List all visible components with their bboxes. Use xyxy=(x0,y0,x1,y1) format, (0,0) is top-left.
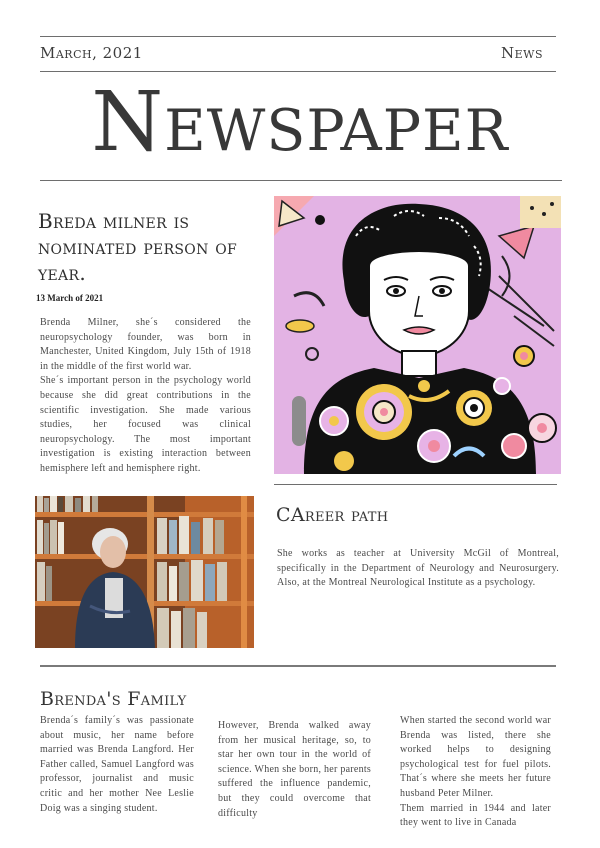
photo-image xyxy=(35,496,254,648)
career-title: CAreer path xyxy=(276,504,389,526)
issue-date: March, 2021 xyxy=(40,44,143,62)
masthead-rule xyxy=(40,180,562,181)
lead-paragraph-1: Brenda Milner, she´s considered the neuropsychology founder, was born in Manchester, United Kingdom, July 15th of 1918 in the middle of the first world war. xyxy=(40,317,251,372)
family-column-3-paragraph-2: Them married in 1944 and later they went to live in Canada xyxy=(400,802,551,829)
lead-paragraph-2: She´s important person in the psychology world because she did great contributions in the scientific investigation. She made various studies, her focused was clinical neuropsychology. The most important investigation is existing interaction between hemisphere left and hemisphere right. xyxy=(40,375,251,474)
section-divider-1 xyxy=(274,484,557,485)
masthead-title: Newspaper xyxy=(91,75,509,170)
family-column-3 xyxy=(400,714,551,831)
family-column-2: However, Brenda walked away from her musical heritage, so, to star her own tour in the world of science. When she born, her parents suffered the influence pandemic, but they could overcome that difficulty xyxy=(218,720,371,819)
section-divider-2 xyxy=(40,665,556,667)
section-label: News xyxy=(501,44,543,62)
lead-date: 13 March of 2021 xyxy=(36,293,104,303)
header-bottom-rule xyxy=(40,71,556,72)
portrait-illustration xyxy=(274,196,561,474)
portrait-art xyxy=(274,196,561,474)
family-column-1: Brenda´s family´s was passionate about music, her name before married was Brenda Langford. Her Father called, Samuel Langford was professor, journalist and music critic and her mother Nee Leslie Doig was a singing student. xyxy=(40,715,194,814)
lead-body xyxy=(40,316,251,477)
header-top-rule xyxy=(40,36,556,37)
lead-headline: Breda milner is nominated person of year. xyxy=(38,209,238,285)
family-column-3-paragraph-1: When started the second world war Brenda was listed, there she worked helps to designing psychological test for fuel pilots. That´s where she meets her future husband Peter Milner. xyxy=(400,715,551,799)
career-body: She works as teacher at University McGil of Montreal, specifically in the Department of Neurology and Neurosurgery. Also, at the Montreal Neurological Institute as a psychology. xyxy=(277,548,559,589)
photo-bookshelf xyxy=(35,496,254,648)
family-title: Brenda's Family xyxy=(40,688,187,710)
